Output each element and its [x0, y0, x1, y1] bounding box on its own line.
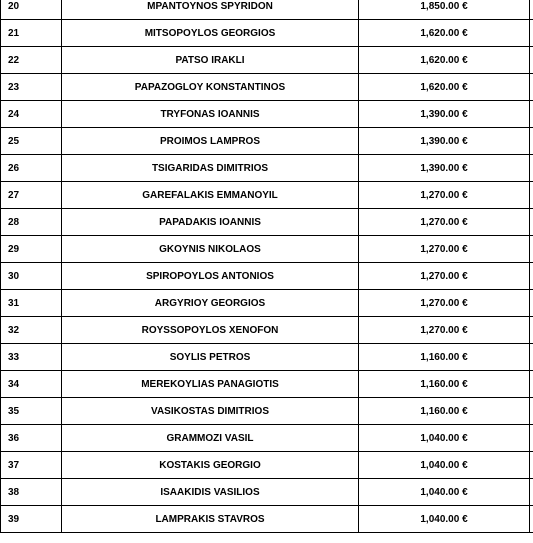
amount-cell[interactable]: 1,270.00 € — [359, 263, 530, 290]
amount-cell[interactable]: 1,620.00 € — [359, 47, 530, 74]
rank-cell[interactable]: 27 — [1, 182, 62, 209]
name-cell[interactable]: ROYSSOPOYLOS XENOFON — [62, 317, 359, 344]
rank-cell[interactable]: 26 — [1, 155, 62, 182]
rank-cell[interactable]: 38 — [1, 479, 62, 506]
empty-cell[interactable] — [530, 101, 533, 128]
empty-cell[interactable] — [530, 20, 533, 47]
amount-cell[interactable]: 1,160.00 € — [359, 398, 530, 425]
name-cell[interactable]: LAMPRAKIS STAVROS — [62, 506, 359, 533]
name-cell[interactable]: MPANTOYNOS SPYRIDON — [62, 0, 359, 20]
rank-cell[interactable]: 35 — [1, 398, 62, 425]
table-row — [1, 290, 533, 317]
amount-cell[interactable]: 1,270.00 € — [359, 317, 530, 344]
name-cell[interactable]: MEREKOYLIAS PANAGIOTIS — [62, 371, 359, 398]
rank-cell[interactable]: 34 — [1, 371, 62, 398]
amount-cell[interactable]: 1,270.00 € — [359, 236, 530, 263]
table-row — [1, 20, 533, 47]
amount-cell[interactable]: 1,040.00 € — [359, 479, 530, 506]
table-row — [1, 506, 533, 533]
rank-cell[interactable]: 24 — [1, 101, 62, 128]
amount-cell[interactable]: 1,620.00 € — [359, 20, 530, 47]
empty-cell[interactable] — [530, 425, 533, 452]
empty-cell[interactable] — [530, 182, 533, 209]
rank-cell[interactable]: 39 — [1, 506, 62, 533]
name-cell[interactable]: PAPADAKIS IOANNIS — [62, 209, 359, 236]
empty-cell[interactable] — [530, 344, 533, 371]
rank-cell[interactable]: 29 — [1, 236, 62, 263]
name-cell[interactable]: VASIKOSTAS DIMITRIOS — [62, 398, 359, 425]
table-row — [1, 101, 533, 128]
name-cell[interactable]: PAPAZOGLOY KONSTANTINOS — [62, 74, 359, 101]
empty-cell[interactable] — [530, 0, 533, 20]
rank-cell[interactable]: 36 — [1, 425, 62, 452]
name-cell[interactable]: SPIROPOYLOS ANTONIOS — [62, 263, 359, 290]
empty-cell[interactable] — [530, 155, 533, 182]
amount-cell[interactable]: 1,270.00 € — [359, 290, 530, 317]
table-row — [1, 209, 533, 236]
empty-cell[interactable] — [530, 398, 533, 425]
name-cell[interactable]: GKOYNIS NIKOLAOS — [62, 236, 359, 263]
table-row — [1, 74, 533, 101]
rank-cell[interactable]: 28 — [1, 209, 62, 236]
table-row — [1, 0, 533, 20]
name-cell[interactable]: PATSO IRAKLI — [62, 47, 359, 74]
empty-cell[interactable] — [530, 317, 533, 344]
name-cell[interactable]: ISAAKIDIS VASILIOS — [62, 479, 359, 506]
table-row — [1, 371, 533, 398]
table-row — [1, 236, 533, 263]
name-cell[interactable]: GRAMMOZI VASIL — [62, 425, 359, 452]
table-body — [1, 0, 533, 533]
amount-cell[interactable]: 1,270.00 € — [359, 182, 530, 209]
rank-cell[interactable]: 32 — [1, 317, 62, 344]
amount-cell[interactable]: 1,390.00 € — [359, 155, 530, 182]
name-cell[interactable]: PROIMOS LAMPROS — [62, 128, 359, 155]
empty-cell[interactable] — [530, 74, 533, 101]
table-row — [1, 479, 533, 506]
empty-cell[interactable] — [530, 506, 533, 533]
amount-cell[interactable]: 1,160.00 € — [359, 344, 530, 371]
table-row — [1, 317, 533, 344]
empty-cell[interactable] — [530, 209, 533, 236]
amount-cell[interactable]: 1,390.00 € — [359, 101, 530, 128]
amount-cell[interactable]: 1,850.00 € — [359, 0, 530, 20]
table-row — [1, 182, 533, 209]
empty-cell[interactable] — [530, 128, 533, 155]
empty-cell[interactable] — [530, 479, 533, 506]
table-row — [1, 344, 533, 371]
amount-cell[interactable]: 1,040.00 € — [359, 506, 530, 533]
amount-cell[interactable]: 1,040.00 € — [359, 425, 530, 452]
name-cell[interactable]: TSIGARIDAS DIMITRIOS — [62, 155, 359, 182]
table-row — [1, 155, 533, 182]
rank-cell[interactable]: 21 — [1, 20, 62, 47]
name-cell[interactable]: MITSOPOYLOS GEORGIOS — [62, 20, 359, 47]
amount-cell[interactable]: 1,270.00 € — [359, 209, 530, 236]
table-row — [1, 452, 533, 479]
rank-cell[interactable]: 22 — [1, 47, 62, 74]
table-row — [1, 128, 533, 155]
table-row — [1, 425, 533, 452]
name-cell[interactable]: TRYFONAS IOANNIS — [62, 101, 359, 128]
empty-cell[interactable] — [530, 236, 533, 263]
name-cell[interactable]: KOSTAKIS GEORGIO — [62, 452, 359, 479]
rank-cell[interactable]: 25 — [1, 128, 62, 155]
rank-cell[interactable]: 23 — [1, 74, 62, 101]
rank-cell[interactable]: 20 — [1, 0, 62, 20]
amount-cell[interactable]: 1,620.00 € — [359, 74, 530, 101]
amount-cell[interactable]: 1,160.00 € — [359, 371, 530, 398]
rank-cell[interactable]: 33 — [1, 344, 62, 371]
amount-cell[interactable]: 1,040.00 € — [359, 452, 530, 479]
empty-cell[interactable] — [530, 290, 533, 317]
name-cell[interactable]: GAREFALAKIS EMMANOYIL — [62, 182, 359, 209]
name-cell[interactable]: ARGYRIOY GEORGIOS — [62, 290, 359, 317]
amount-cell[interactable]: 1,390.00 € — [359, 128, 530, 155]
table-row — [1, 263, 533, 290]
empty-cell[interactable] — [530, 263, 533, 290]
empty-cell[interactable] — [530, 47, 533, 74]
name-cell[interactable]: SOYLIS PETROS — [62, 344, 359, 371]
empty-cell[interactable] — [530, 371, 533, 398]
rank-cell[interactable]: 30 — [1, 263, 62, 290]
table-row — [1, 47, 533, 74]
rank-cell[interactable]: 31 — [1, 290, 62, 317]
rank-cell[interactable]: 37 — [1, 452, 62, 479]
empty-cell[interactable] — [530, 452, 533, 479]
table-row — [1, 398, 533, 425]
